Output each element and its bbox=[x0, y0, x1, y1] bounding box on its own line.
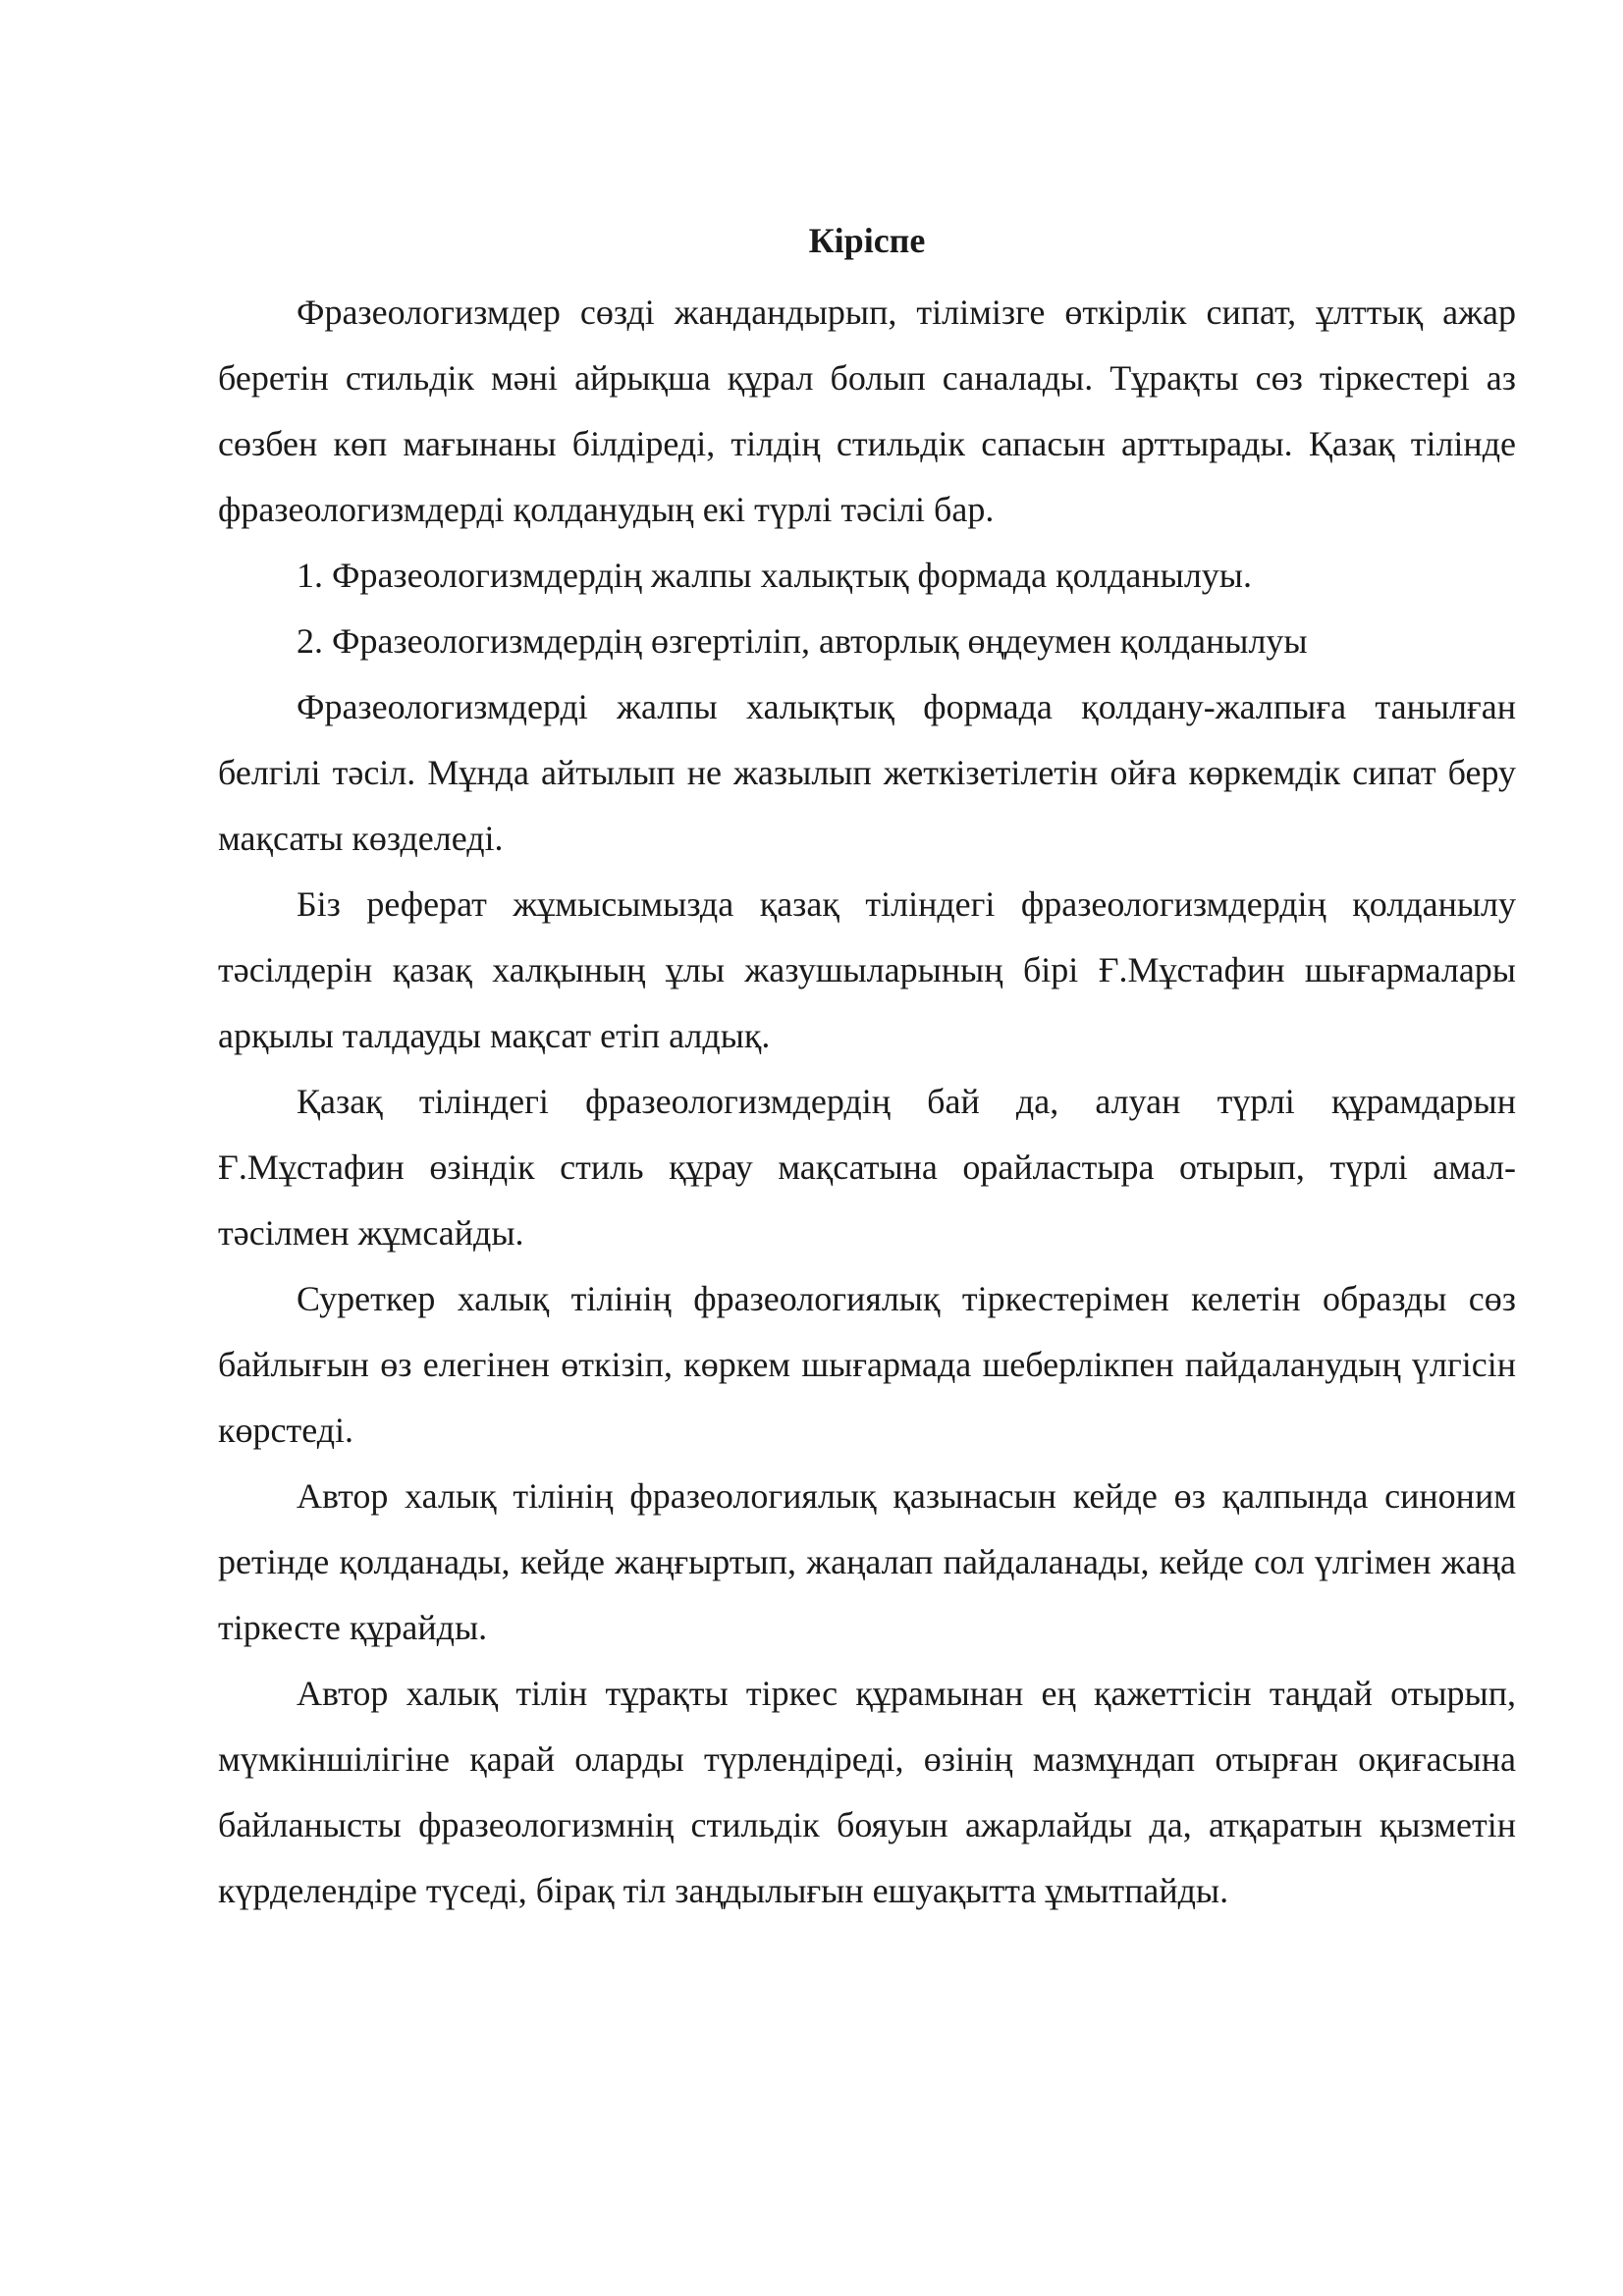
paragraph-research-goal: Біз реферат жұмысымызда қазақ тіліндегі фразеологизмдердің қолданылу тәсілдерін қазақ халқының ұлы жазушыларының бірі Ғ.Мұстафин шығармалары арқылы талдауды мақсат етіп алдық. bbox=[218, 884, 1516, 1055]
paragraph-general-form: Фразеологизмдерді жалпы халықтық формада қолдану-жалпыға танылған белгілі тәсіл. Мұнда айтылып не жазылып жеткізетілетін ойға көркемдік сипат беру мақсаты көзделеді. bbox=[218, 687, 1516, 858]
paragraph-author-synonyms: Автор халық тілінің фразеологиялық қазынасын кейде өз қалпында синоним ретінде қолданады, кейде жаңғыртып, жаңалап пайдаланады, кейде сол үлгімен жаңа тіркесте құрайды. bbox=[218, 1476, 1516, 1647]
paragraph-intro: Фразеологизмдер сөзді жандандырып, тілімізге өткірлік сипат, ұлттық ажар беретін стильдік мәні айрықша құрал болып саналады. Тұрақты сөз тіркестері аз сөзбен көп мағынаны білдіреді, тілдің стильдік сапасын арттырады. Қазақ тілінде фразеологизмдерді қолданудың екі түрлі тәсілі бар. bbox=[218, 293, 1516, 529]
paragraph-mustafin-style: Қазақ тіліндегі фразеологизмдердің бай да, алуан түрлі құрамдарын Ғ.Мұстафин өзіндік стиль құрау мақсатына орайластыра отырып, түрлі амал-тәсілмен жұмсайды. bbox=[218, 1082, 1516, 1253]
document-title: Кіріспе bbox=[808, 221, 926, 260]
paragraph-author-selection: Автор халық тілін тұрақты тіркес құрамынан ең қажеттісін таңдай отырып, мүмкіншілігіне қарай оларды түрлендіреді, өзінің мазмұндап отырған оқиғасына байланысты фразеологизмнің стильдік бояуын ажарлайды да, атқаратын қызметін күрделендіре түседі, бірақ тіл заңдылығын ешуақытта ұмытпайды. bbox=[218, 1674, 1516, 1910]
paragraph-artist-language: Суреткер халық тілінің фразеологиялық тіркестерімен келетін образды сөз байлығын өз елегінен өткізіп, көркем шығармада шеберлікпен пайдаланудың үлгісін көрстеді. bbox=[218, 1279, 1516, 1450]
list-item-1: 1. Фразеологизмдердің жалпы халықтық формада қолданылуы. bbox=[297, 556, 1252, 595]
document-page bbox=[218, 201, 1516, 1924]
list-item-2: 2. Фразеологизмдердің өзгертіліп, авторлық өңдеумен қолданылуы bbox=[297, 621, 1308, 661]
